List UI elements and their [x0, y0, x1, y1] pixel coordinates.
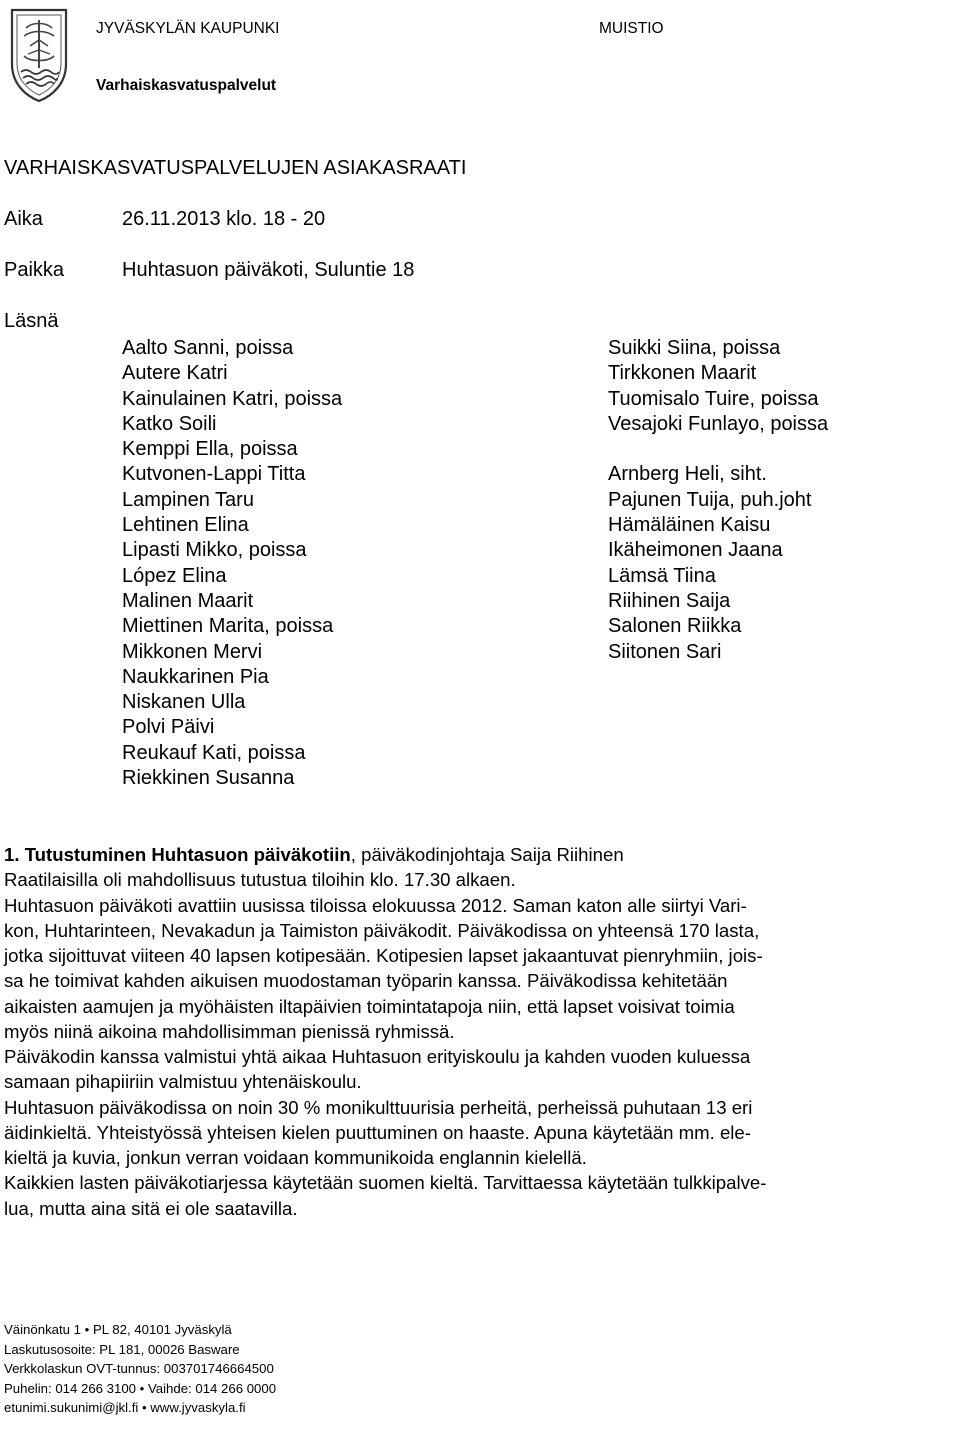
staff-member: Arnberg Heli, siht. — [608, 463, 767, 486]
attendee: Reukauf Kati, poissa — [122, 741, 306, 764]
place-label: Paikka — [4, 259, 65, 281]
attendee: Suikki Siina, poissa — [608, 337, 781, 359]
body-line: kieltä ja kuvia, jonkun verran voidaan kommunikoida englannin kielellä. — [4, 1147, 587, 1168]
place-value: Huhtasuon päiväkoti, Suluntie 18 — [122, 259, 415, 281]
attendee: Naukkarinen Pia — [122, 665, 269, 688]
bullet: • — [141, 1400, 147, 1416]
attendee: Lipasti Mikko, poissa — [122, 539, 307, 562]
footer-ebilling: Verkkolaskun OVT-tunnus: 003701746664500 — [4, 1361, 274, 1377]
body-line: Päiväkodin kanssa valmistui yhtä aikaa Huhtasuon erityiskoulu ja kahden vuoden kuluessa — [4, 1046, 751, 1067]
staff-member: Ikäheimonen Jaana — [608, 539, 783, 562]
attendee: Polvi Päivi — [122, 716, 215, 739]
body-line: Kaikkien lasten päiväkotiarjessa käytetään suomen kieltä. Tarvittaessa käytetään tulkkipalve- — [4, 1172, 767, 1194]
attendees-left-list — [122, 336, 342, 791]
footer-switchboard: Vaihde: 014 266 0000 — [147, 1380, 277, 1396]
footer-email[interactable]: etunimi.sukunimi@jkl.fi — [4, 1400, 139, 1416]
footer-billing: Laskutusosoite: PL 181, 00026 Basware — [4, 1341, 240, 1357]
attendee: López Elina — [122, 564, 227, 587]
section-1 — [4, 842, 919, 1221]
body-line: Huhtasuon päiväkodissa on noin 30 % monikulttuurisia perheitä, perheissä puhutaan 13 eri — [4, 1096, 753, 1118]
body-line: lua, mutta aina sitä ei ole saatavilla. — [4, 1197, 298, 1219]
attendee: Autere Katri — [122, 362, 228, 385]
staff-member: Lämsä Tiina — [608, 564, 716, 587]
body-line: Raatilaisilla oli mahdollisuus tutustua tiloihin klo. 17.30 alkaen. — [4, 869, 516, 891]
body-line: Huhtasuon päiväkoti avattiin uusissa tiloissa elokuussa 2012. Saman katon alle siirtyi Vari- — [4, 894, 747, 916]
attendee: Riekkinen Susanna — [122, 767, 295, 790]
body-line: samaan pihapiiriin valmistuu yhtenäiskoulu. — [4, 1071, 362, 1093]
attendee: Lehtinen Elina — [122, 514, 249, 537]
city-coat-of-arms-logo — [6, 6, 72, 104]
list-gap — [608, 437, 828, 462]
footer-postal: PL 82, 40101 Jyväskylä — [92, 1322, 232, 1337]
time-value: 26.11.2013 klo. 18 - 20 — [122, 208, 326, 230]
present-label: Läsnä — [4, 310, 59, 332]
bullet: • — [84, 1322, 90, 1337]
attendee: Kainulainen Katri, poissa — [122, 387, 343, 410]
staff-member: Riihinen Saija — [608, 589, 731, 612]
bullet: • — [139, 1380, 145, 1396]
staff-member: Hämäläinen Kaisu — [608, 514, 771, 537]
body-line: aikaisten aamujen ja myöhäisten iltapäivien toimintatapoja niin, että lapset voisivat toimia — [4, 995, 735, 1017]
footer-phone: Puhelin: 014 266 3100 — [4, 1380, 136, 1396]
footer-contact-line — [4, 1398, 276, 1418]
organization-name: JYVÄSKYLÄN KAUPUNKI — [96, 20, 280, 37]
footer-web[interactable]: www.jyvaskyla.fi — [150, 1400, 246, 1416]
footer-address: Väinönkatu 1 — [4, 1322, 81, 1337]
attendee: Aalto Sanni, poissa — [122, 337, 294, 359]
attendee: Vesajoki Funlayo, poissa — [608, 412, 829, 435]
attendee: Tuomisalo Tuire, poissa — [608, 387, 819, 410]
attendee: Miettinen Marita, poissa — [122, 615, 334, 638]
time-label: Aika — [4, 208, 43, 230]
attendee: Mikkonen Mervi — [122, 640, 263, 663]
department-name: Varhaiskasvatuspalvelut — [96, 77, 277, 94]
section-1-heading-line — [4, 842, 919, 867]
section-number: 1. — [4, 844, 20, 865]
attendee: Tirkkonen Maarit — [608, 362, 757, 385]
staff-member: Salonen Riikka — [608, 615, 742, 638]
attendee: Niskanen Ulla — [122, 691, 246, 714]
attendee: Kemppi Ella, poissa — [122, 438, 298, 461]
staff-member: Siitonen Sari — [608, 640, 722, 663]
body-line: kon, Huhtarinteen, Nevakadun ja Taimiston päiväkodit. Päiväkodissa on yhteensä 170 lasta, — [4, 919, 760, 941]
footer-address-line — [4, 1320, 276, 1340]
meeting-title: VARHAISKASVATUSPALVELUJEN ASIAKASRAATI — [4, 157, 467, 179]
body-line: äidinkieltä. Yhteistyössä yhteisen kielen puuttuminen on haaste. Apuna käytetään mm. ele- — [4, 1121, 751, 1143]
document-type: MUISTIO — [599, 20, 664, 37]
attendees-right-list — [608, 336, 828, 665]
section-heading: Tutustuminen Huhtasuon päiväkotiin — [24, 844, 351, 865]
attendee: Lampinen Taru — [122, 488, 254, 511]
staff-member: Pajunen Tuija, puh.joht — [608, 488, 812, 511]
attendee: Malinen Maarit — [122, 589, 254, 612]
body-line: jotka sijoittuvat viiteen 40 lapsen kotipesään. Kotipesien lapset jakaantuvat pienryhmiin, jois- — [4, 945, 763, 966]
section-heading-suffix: , päiväkodinjohtaja Saija Riihinen — [350, 844, 624, 865]
body-line: sa he toimivat kahden aikuisen muodostaman työparin kanssa. Päiväkodissa kehitetään — [4, 970, 728, 992]
attendee: Katko Soili — [122, 412, 217, 435]
footer-phone-line — [4, 1379, 276, 1399]
footer — [4, 1320, 276, 1418]
attendee: Kutvonen-Lappi Titta — [122, 463, 306, 486]
body-line: myös niinä aikoina mahdollisimman pienissä ryhmissä. — [4, 1020, 455, 1042]
